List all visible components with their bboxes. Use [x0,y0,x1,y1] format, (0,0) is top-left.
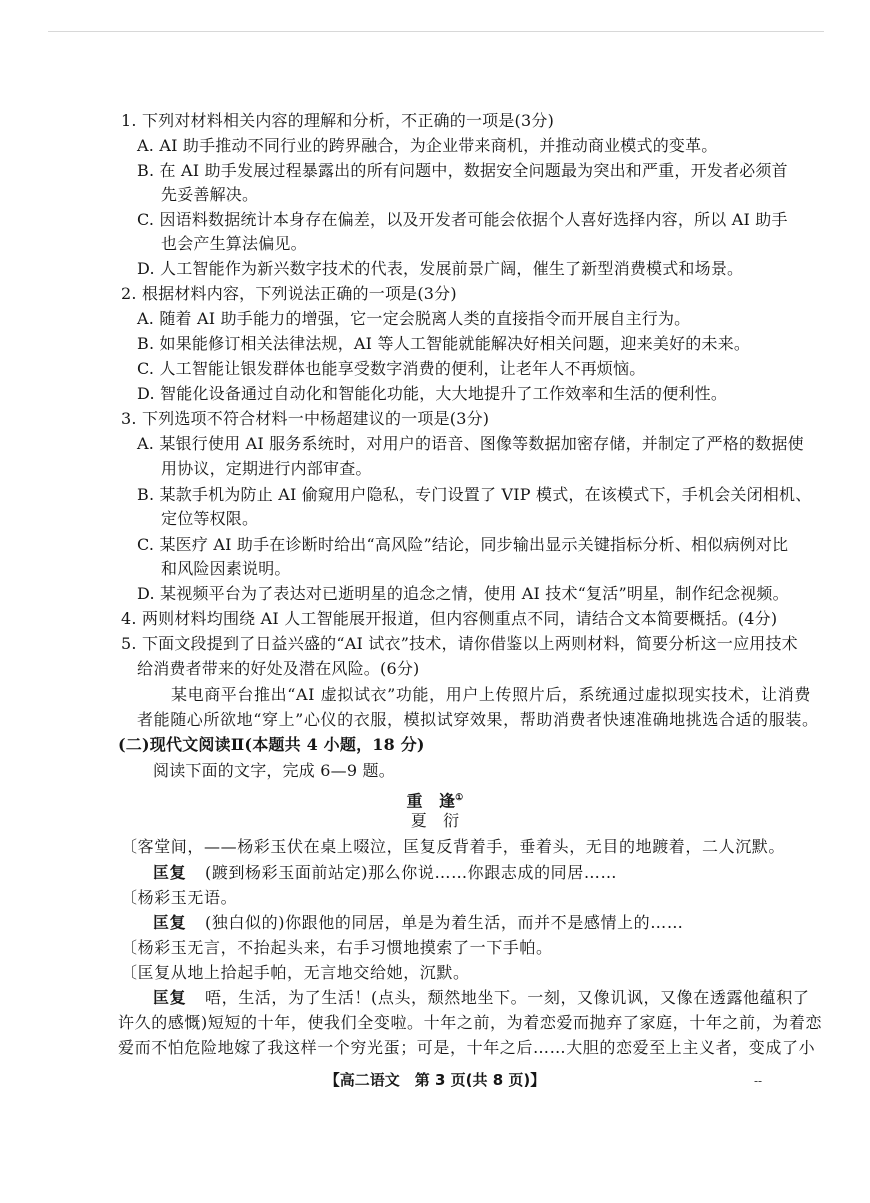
dialogue-line-2 [153,862,617,884]
speaker-name: 匡复 [153,863,187,882]
q1-option-c: C. 因语料数据统计本身存在偏差，以及开发者可能会依据个人喜好选择内容，所以 AI 助手 [137,210,788,229]
q2-option-a: A. 随着 AI 助手能力的增强，它一定会脱离人类的直接指令而开展自主行为。 [137,309,691,328]
q5-stem-cont: 给消费者带来的好处及潜在风险。(6分) [137,659,420,678]
speaker-name: 匡复 [153,988,187,1007]
dialogue-line-8: 许久的感慨)短短的十年，使我们全变啦。十年之前，为着恋爱而抛弃了家庭，十年之前，为着恋 [118,1013,823,1032]
dialogue-line-4 [153,912,684,934]
section-heading: (二)现代文阅读Ⅱ(本题共 4 小题，18 分) [118,735,425,754]
q3-stem: 3. 下列选项不符合材料一中杨超建议的一项是(3分) [121,409,490,428]
q3-option-c: C. 某医疗 AI 助手在诊断时给出“高风险”结论，同步输出显示关键指标分析、相似病例对比 [137,535,789,554]
q1-option-c-cont: 也会产生算法偏见。 [161,234,307,253]
title-footnote-mark: ① [455,793,464,803]
stage-direction-3: 〔杨彩玉无语。 [121,888,238,907]
dialogue-line-9: 爱而不怕危险地嫁了我这样一个穷光蛋；可是，十年之后……大胆的恋爱至上主义者，变成了小 [118,1038,816,1057]
q5-stem: 5. 下面文段提到了日益兴盛的“AI 试衣”技术，请你借鉴以上两则材料，简要分析这一应用技术 [121,634,798,653]
corner-mark: -- [754,1074,763,1088]
dialogue-text: 唔，生活，为了生活！(点头，颓然地坐下。一刻，又像讥讽，又像在透露他蕴积了 [205,988,810,1007]
q1-option-a: A. AI 助手推动不同行业的跨界融合，为企业带来商机，并推动商业模式的变革。 [137,136,718,155]
story-author: 夏 衍 [410,811,460,830]
story-title-text: 重 逢 [406,791,456,811]
q3-option-c-cont: 和风险因素说明。 [161,559,291,578]
q5-passage-line-2: 者能随心所欲地“穿上”心仪的衣服，模拟试穿效果，帮助消费者快速准确地挑选合适的服装。 [137,710,819,729]
dialogue-text: (独白似的)你跟他的同居，单是为着生活，而并不是感情上的…… [205,913,684,932]
top-divider [48,31,824,32]
q2-option-c: C. 人工智能让银发群体也能享受数字消费的便利，让老年人不再烦恼。 [137,359,646,378]
q3-option-d: D. 某视频平台为了表达对已逝明星的追念之情，使用 AI 技术“复活”明星，制作纪念视频。 [137,584,789,603]
dialogue-text: (踱到杨彩玉面前站定)那么你说……你跟志成的同居…… [205,863,618,882]
q2-option-d: D. 智能化设备通过自动化和智能化功能，大大地提升了工作效率和生活的便利性。 [137,384,728,403]
q2-stem: 2. 根据材料内容，下列说法正确的一项是(3分) [121,284,457,303]
q1-option-b-cont: 先妥善解决。 [161,185,259,204]
q3-option-a: A. 某银行使用 AI 服务系统时，对用户的语音、图像等数据加密存储，并制定了严格的数据使 [137,434,804,453]
q3-option-b: B. 某款手机为防止 AI 偷窥用户隐私，专门设置了 VIP 模式，在该模式下，手机会关闭相机、 [137,485,812,504]
q5-passage-line-1: 某电商平台推出“AI 虚拟试衣”功能，用户上传照片后，系统通过虚拟现实技术，让消费 [171,685,811,704]
stage-direction-6: 〔匡复从地上拾起手帕，无言地交给她，沉默。 [121,963,470,982]
q1-option-d: D. 人工智能作为新兴数字技术的代表，发展前景广阔，催生了新型消费模式和场景。 [137,259,744,278]
stage-direction-1: 〔客堂间，——杨彩玉伏在桌上啜泣，匡复反背着手，垂着头，无目的地踱着，二人沉默。 [121,837,786,856]
q4-stem: 4. 两则材料均围绕 AI 人工智能展开报道，但内容侧重点不同，请结合文本简要概括。(4分) [121,609,778,628]
q3-option-a-cont: 用协议，定期进行内部审查。 [161,459,372,478]
dialogue-line-7 [153,987,809,1009]
section-instruction: 阅读下面的文字，完成 6—9 题。 [153,761,395,780]
q2-option-b: B. 如果能修订相关法律法规，AI 等人工智能就能解决好相关问题，迎来美好的未来。 [137,334,751,353]
page-footer: 【高二语文 第 3 页(共 8 页)】 [324,1071,546,1089]
q1-option-b: B. 在 AI 助手发展过程暴露出的所有问题中，数据安全问题最为突出和严重，开发者必须首 [137,161,788,180]
q1-stem: 1. 下列对材料相关内容的理解和分析，不正确的一项是(3分) [121,111,555,130]
speaker-name: 匡复 [153,913,187,932]
stage-direction-5: 〔杨彩玉无言，不抬起头来，右手习惯地摸索了一下手帕。 [121,938,553,957]
story-title [0,787,870,812]
q3-option-b-cont: 定位等权限。 [161,509,259,528]
